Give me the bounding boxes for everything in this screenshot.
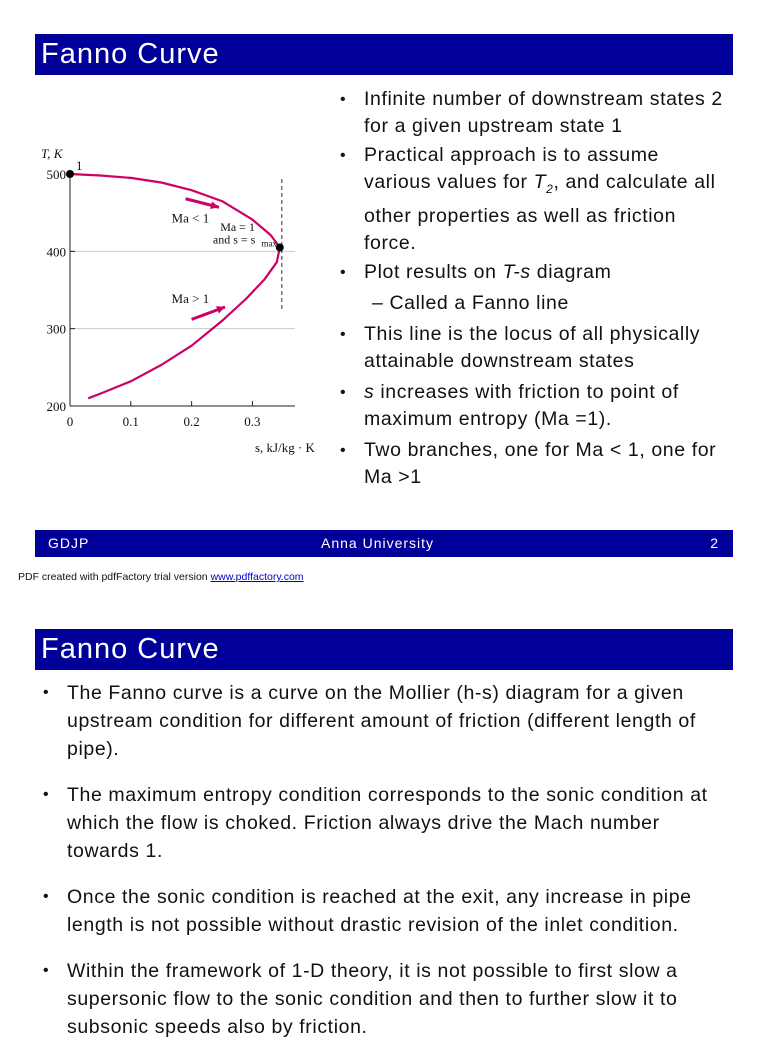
pdffactory-link[interactable]: www.pdffactory.com <box>210 571 304 583</box>
pdf-factory-note: PDF created with pdfFactory trial version www.pdffactory.com <box>18 571 304 583</box>
y-tick-label: 300 <box>46 321 66 337</box>
x-axis-label: s, kJ/kg · K <box>255 440 315 455</box>
slide2-bullet: • The Fanno curve is a curve on the Mollier (h-s) diagram for a given upstream condition for different amount of friction (different length of pipe). <box>40 679 730 763</box>
bullet-dot: • <box>340 147 347 164</box>
slide2-bullet: • Within the framework of 1-D theory, it is not possible to first slow a supersonic flow to the sonic condition and then to further slow it to subsonic speeds also by friction. <box>40 957 730 1041</box>
slide2-bullet-list <box>40 679 730 1041</box>
slide1-title-bar <box>35 34 733 75</box>
slide1-bullet: • Two branches, one for Ma < 1, one for Ma >1 <box>340 438 717 488</box>
slide2-title: Fanno Curve <box>41 633 220 665</box>
state-1-label: 1 <box>76 158 83 173</box>
y-tick-label: 200 <box>46 399 66 414</box>
bullet-dot: • <box>340 325 347 343</box>
y-axis-label: T, K <box>41 146 63 161</box>
slide1-sub-bullet: – Called a Fanno line <box>372 291 569 314</box>
x-tick-label: 0 <box>66 414 74 429</box>
slide2-bullet: • Once the sonic condition is reached at the exit, any increase in pipe length is not possible without drastic revision of the inlet condition. <box>40 883 730 939</box>
slide1-bullet: • Practical approach is to assume various values for $T_2$, and calculate all other properties as well as friction force. <box>340 144 716 254</box>
x-tick-label: 0.3 <box>244 414 261 429</box>
bullet-dot: • <box>43 684 50 701</box>
annotation-and-s: and s = s <box>212 232 256 247</box>
annotation-ma-lt-1: Ma < 1 <box>171 210 210 226</box>
annotation-smax-sub: max <box>261 238 278 249</box>
x-tick-label: 0.1 <box>122 414 139 429</box>
fanno-chart <box>30 140 330 460</box>
annotation-ma-eq-1: Ma = 1 <box>220 220 255 235</box>
slide1-bullet: • Infinite number of downstream states 2 for a given upstream state 1 <box>340 88 723 137</box>
slide2-title-bar <box>35 629 733 670</box>
fanno-curve <box>70 174 280 398</box>
bullet-dot: • <box>43 962 50 979</box>
bullet-dot: • <box>340 441 347 459</box>
bullet-dot: • <box>43 888 50 905</box>
slide1-bullet: • Plot results on T-s diagram <box>337 259 732 286</box>
chart-plot-area <box>41 146 316 455</box>
x-tick-label: 0.2 <box>183 414 200 429</box>
slide1-bullet: • This line is the locus of all physically attainable downstream states <box>340 322 701 372</box>
bullet-dot: • <box>340 91 347 108</box>
bullet-dot: • <box>340 383 347 401</box>
bullet-dot: • <box>43 786 50 803</box>
slide1-footer <box>35 530 733 557</box>
footer-page-number: 2 <box>710 535 719 551</box>
slide1-bullet: • s increases with friction to point of maximum entropy (Ma =1). <box>340 380 679 430</box>
annotation-ma-gt-1: Ma > 1 <box>171 291 210 307</box>
footer-left: GDJP <box>48 535 90 551</box>
y-tick-label: 500 <box>46 167 66 182</box>
y-tick-label: 400 <box>46 244 66 260</box>
state-1-point <box>66 170 74 178</box>
slide1-bullet-list <box>337 86 732 491</box>
slide2-bullet: • The maximum entropy condition corresponds to the sonic condition at which the flow is choked. Friction always drive the Mach number towards 1. <box>40 781 730 865</box>
bullet-dot: • <box>340 263 347 281</box>
footer-center: Anna University <box>321 535 435 551</box>
slide1-title: Fanno Curve <box>41 38 220 70</box>
